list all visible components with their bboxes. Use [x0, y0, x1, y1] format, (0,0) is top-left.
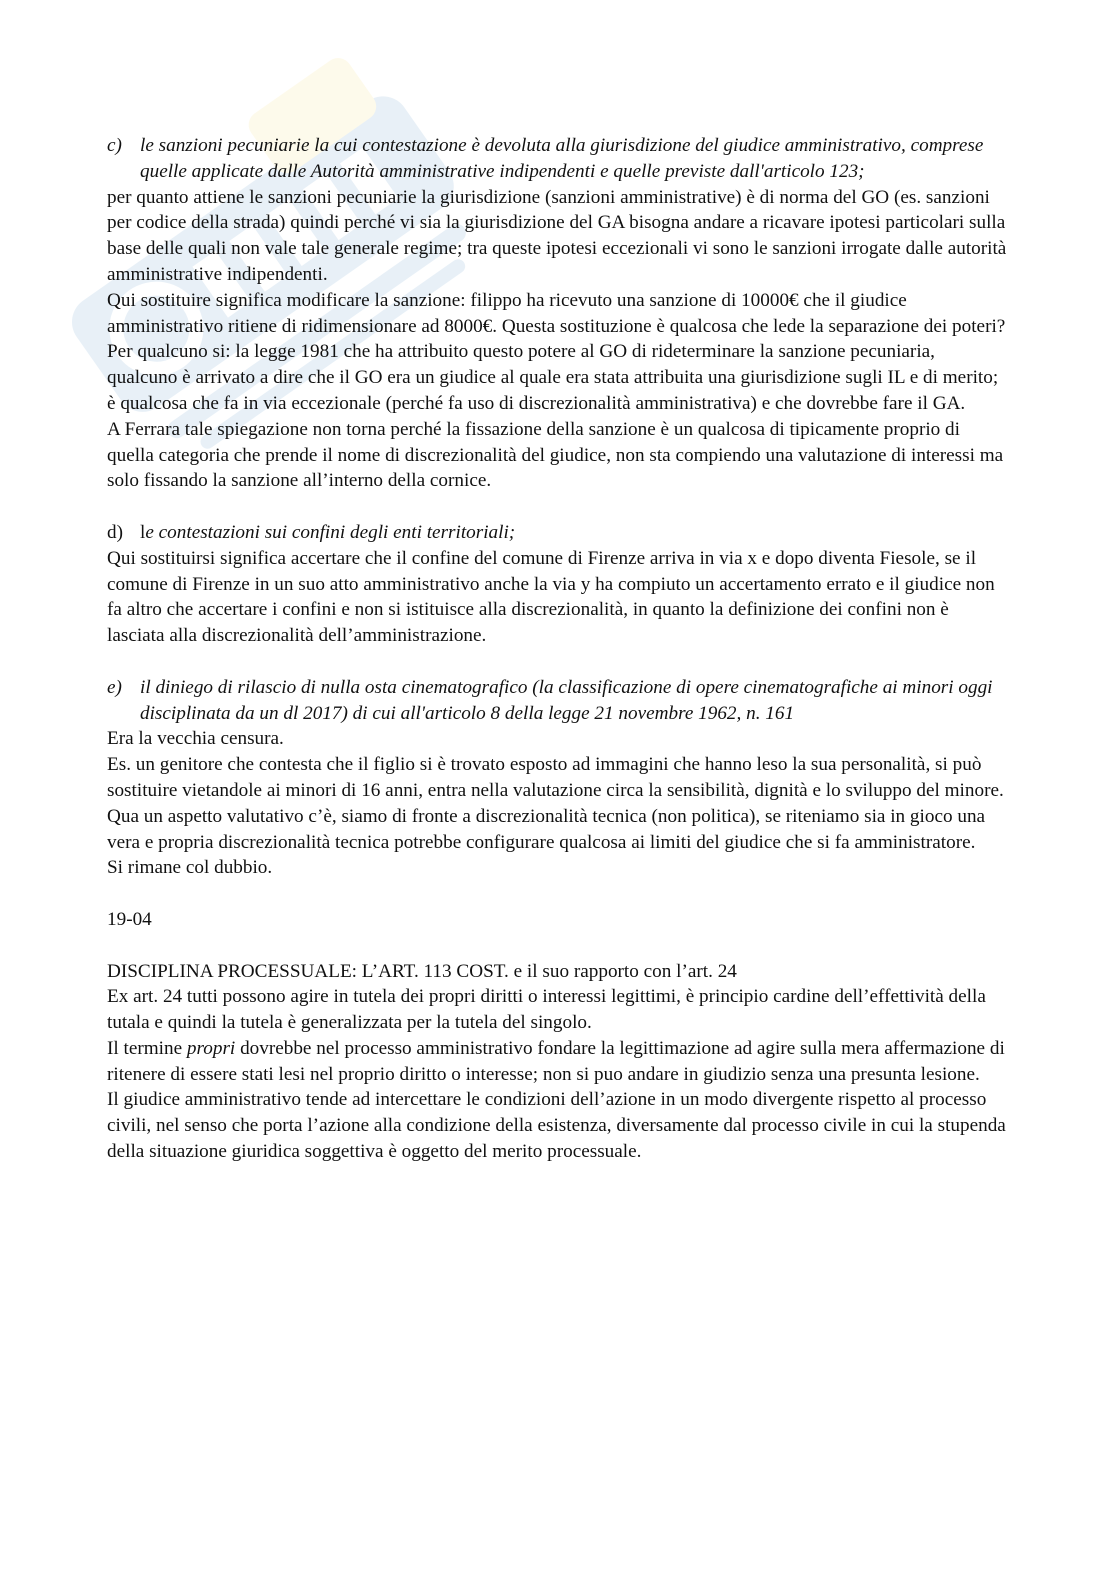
list-marker: d)	[107, 521, 123, 543]
paragraph: Qui sostituire significa modificare la sanzione: filippo ha ricevuto una sanzione di 10000€ che il giudice amministrativo ritiene di ridimensionare ad 8000€. Questa sostituzione è qualcosa che lede la separazione dei poteri? Per qualcuno si: la legge 1981 che ha attribuito questo potere al GO di rideterminare la sanzione pecuniaria, qualcuno è arrivato a dire che il GO era un giudice al quale era stata attribuita una giurisdizione sugli IL e di merito; è qualcosa che fa in via eccezionale (perché fa uso di discrezionalità amministrativa) e che dovrebbe fare il GA.	[107, 289, 1006, 414]
paragraph: Qua un aspetto valutativo c’è, siamo di fronte a discrezionalità tecnica (non politica), se riteniamo sia in gioco una vera e propria discrezionalità tecnica potrebbe configurare qualcosa ai limiti del giudice che si fa amministratore.	[107, 805, 986, 853]
paragraph: Il termine propri dovrebbe nel processo amministrativo fondare la legittimazione ad agire sulla mera affermazione di ritenere di essere stati lesi nel proprio diritto o interesse; non si puo andare in giudizio senza una presunta lesione.	[107, 1037, 1005, 1085]
list-item-c	[107, 133, 1007, 185]
emphasis: propri	[186, 1037, 236, 1059]
document-page	[107, 133, 1007, 1165]
list-item-e	[107, 675, 1007, 727]
list-item-heading-initial: l	[140, 521, 146, 543]
paragraph: Il giudice amministrativo tende ad intercettare le condizioni dell’azione in un modo divergente rispetto al processo civili, nel senso che porta l’azione alla condizione della esistenza, diversamente dal processo civile in cui la stupenda della situazione giuridica soggettiva è oggetto del merito processuale.	[107, 1089, 1006, 1163]
paragraph: A Ferrara tale spiegazione non torna perché la fissazione della sanzione è un qualcosa di tipicamente proprio di quella categoria che prende il nome di discrezionalità del giudice, non sta compiendo una valutazione di interessi ma solo fissando la sanzione all’interno della cornice.	[107, 418, 1004, 492]
date-label: 19-04	[107, 908, 152, 930]
paragraph: Si rimane col dubbio.	[107, 857, 273, 879]
list-item-heading: e contestazioni sui confini degli enti territoriali;	[145, 521, 516, 543]
paragraph: Ex art. 24 tutti possono agire in tutela dei propri diritti o interessi legittimi, è principio cardine dell’effettività della tutala e quindi la tutela è generalizzata per la tutela del singolo.	[107, 986, 986, 1034]
section-title: DISCIPLINA PROCESSUALE: L’ART. 113 COST. e il suo rapporto con l’art. 24	[107, 960, 737, 982]
list-item-heading: il diniego di rilascio di nulla osta cinematografico (la classificazione di opere cinematografiche ai minori oggi disciplinata da un dl 2017) di cui all'articolo 8 della legge 21 novembre 1962, n. 161	[140, 676, 993, 724]
list-item-d	[107, 520, 1007, 546]
paragraph: Es. un genitore che contesta che il figlio si è trovato esposto ad immagini che hanno leso la sua personalità, si può sostituire vietandole ai minori di 16 anni, entra nella valutazione circa la sensibilità, dignità e lo sviluppo del minore.	[107, 754, 1004, 801]
list-item-heading: le sanzioni pecuniarie la cui contestazione è devoluta alla giurisdizione del giudice amministrativo, comprese quelle applicate dalle Autorità amministrative indipendenti e quelle previste dall'articolo 123;	[140, 135, 984, 182]
list-marker: c)	[107, 135, 122, 156]
paragraph: Qui sostituirsi significa accertare che il confine del comune di Firenze arriva in via x e dopo diventa Fiesole, se il comune di Firenze in un suo atto amministrativo anche la via y ha compiuto un accertamento errato e il giudice non fa altro che accertare i confini e non si istituisce alla discrezionalità, in quanto la definizione dei confini non è lasciata alla discrezionalità dell’amministrazione.	[107, 547, 995, 647]
paragraph: per quanto attiene le sanzioni pecuniarie la giurisdizione (sanzioni amministrative) è di norma del GO (es. sanzioni per codice della strada) quindi perché vi sia la giurisdizione del GA bisogna andare a ricavare ipotesi particolari sulla base delle quali non vale tale generale regime; tra queste ipotesi eccezionali vi sono le sanzioni irrogate dalle autorità amministrative indipendenti.	[107, 186, 1007, 285]
paragraph: Era la vecchia censura.	[107, 728, 284, 750]
list-marker: e)	[107, 676, 122, 698]
